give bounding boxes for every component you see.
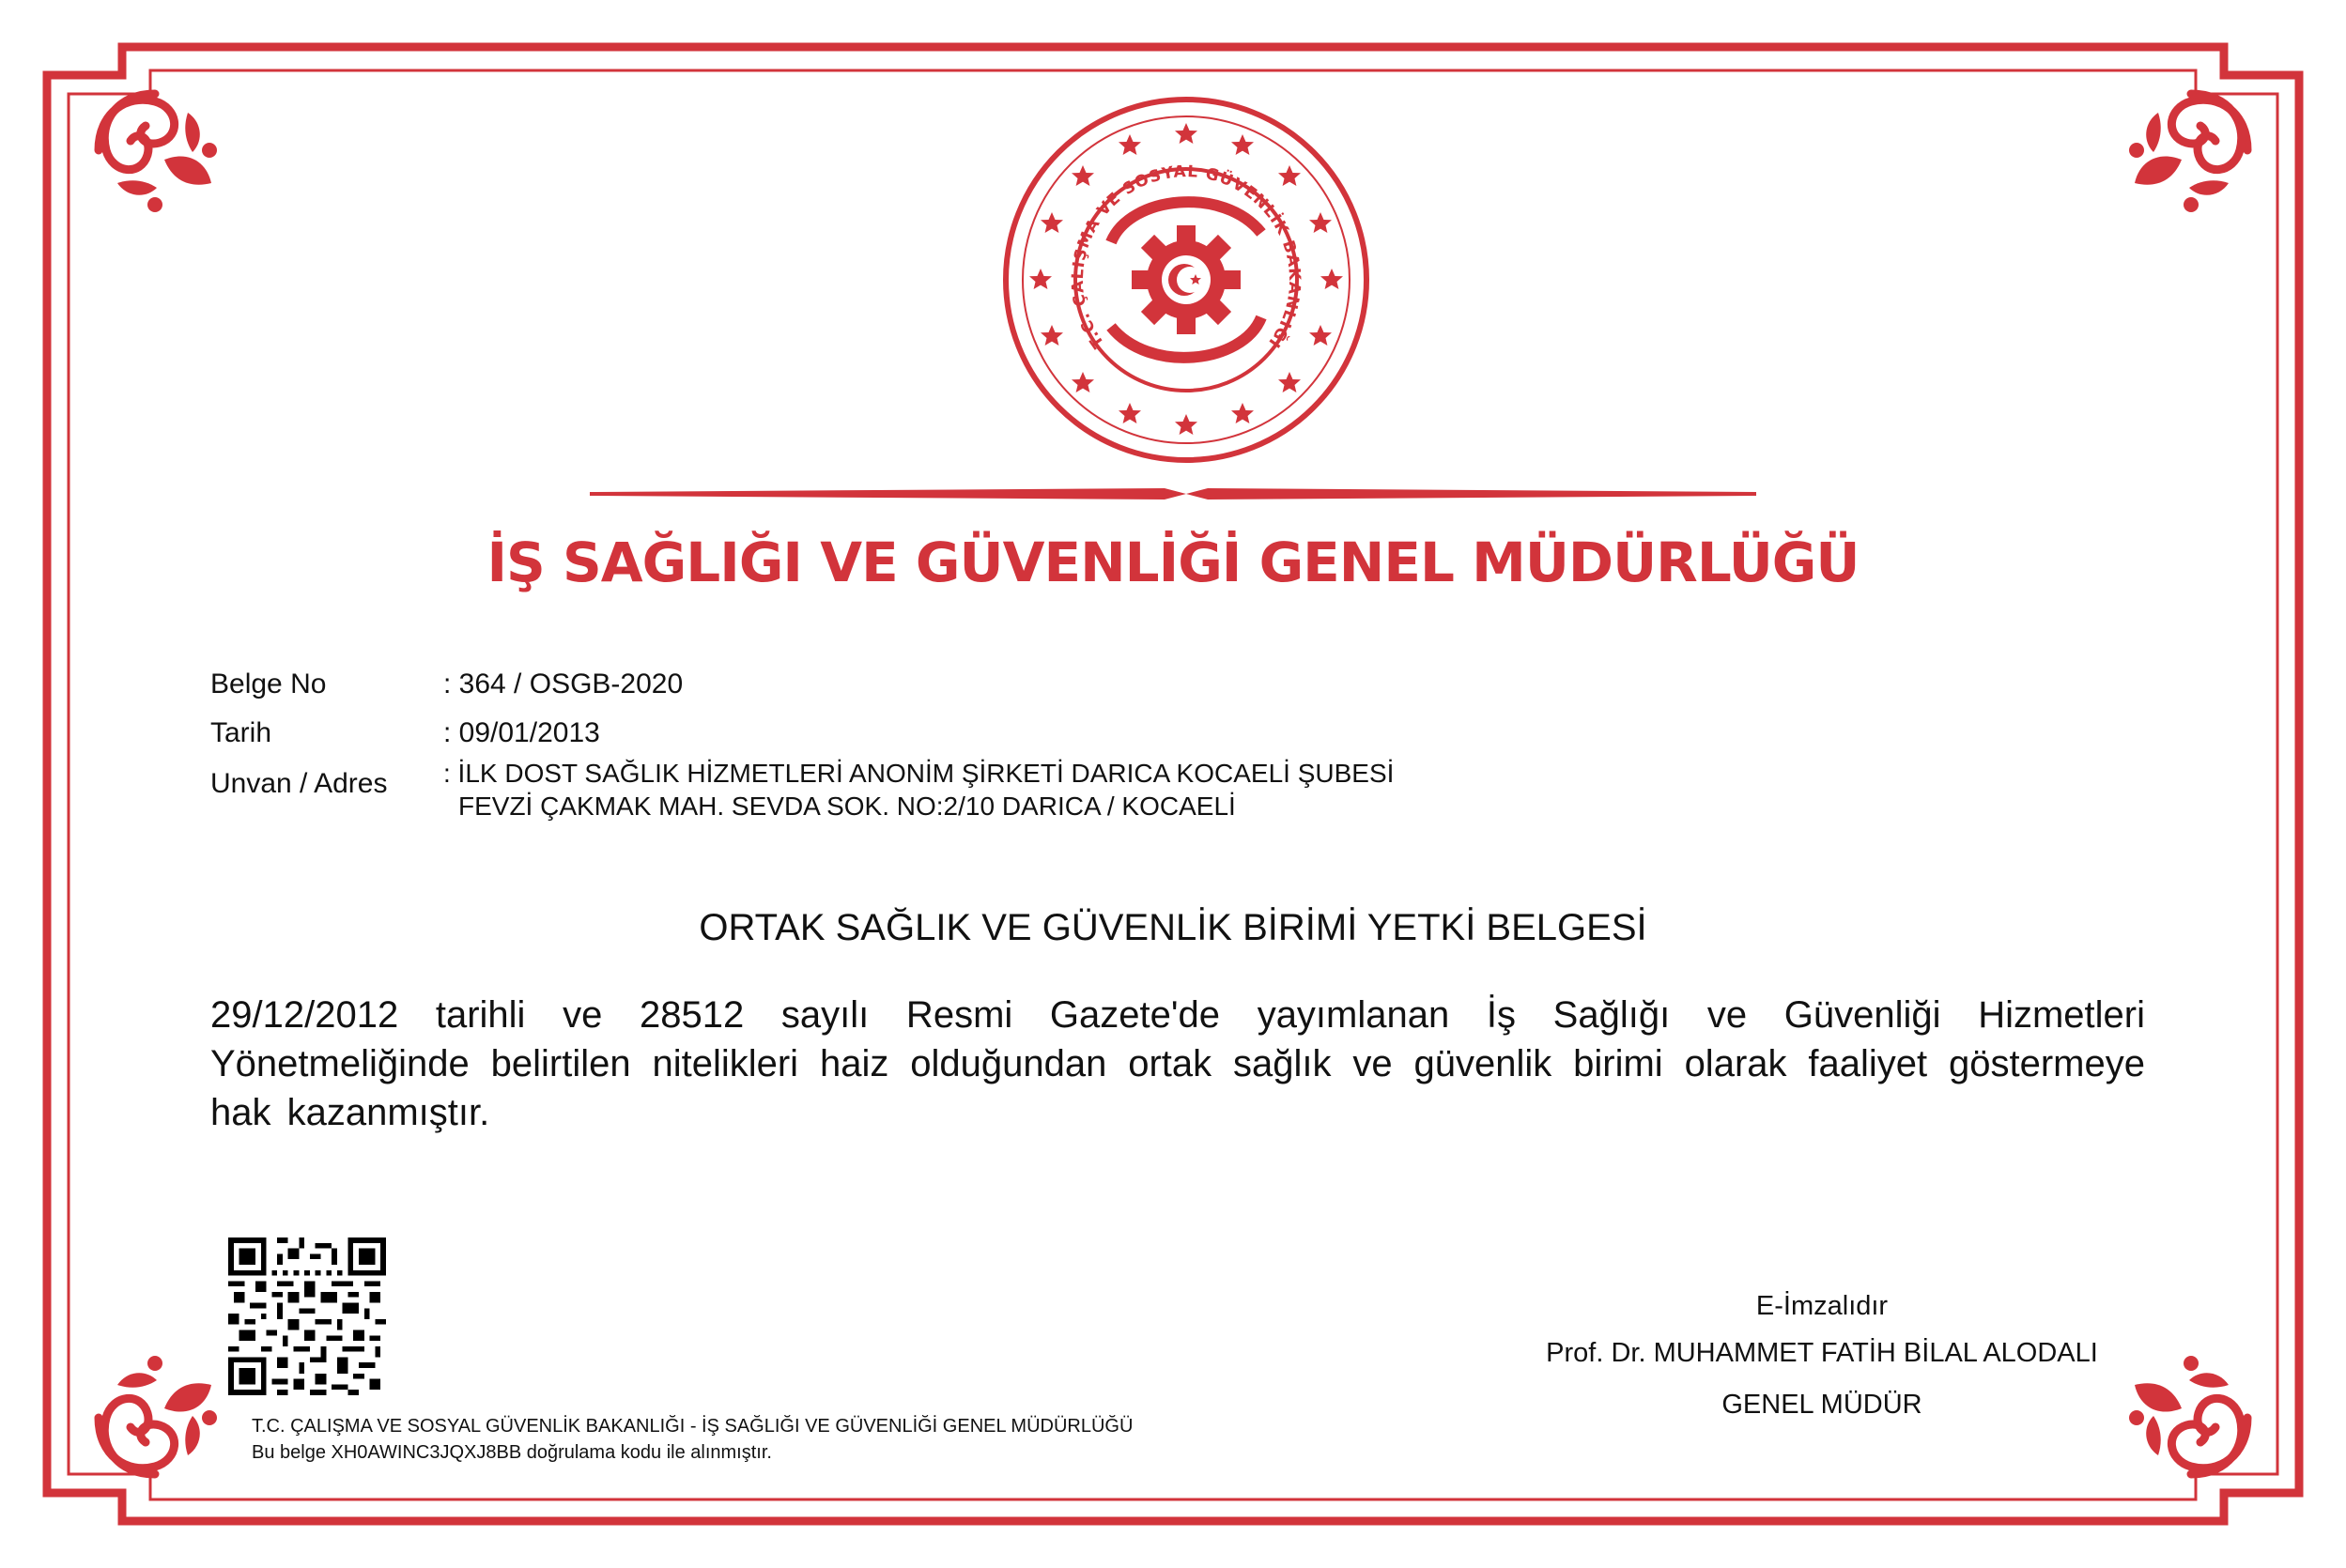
footer-verification-line: Bu belge XH0AWINC3JQXJ8BB doğrulama kodu ile alınmıştır. bbox=[252, 1442, 772, 1463]
ornament-bottom-left bbox=[99, 1356, 217, 1474]
qr-code-icon bbox=[228, 1237, 386, 1395]
unvan-value-line2: FEVZİ ÇAKMAK MAH. SEVDA SOK. NO:2/10 DARICA / KOCAELİ bbox=[458, 792, 1236, 821]
seal-ring-textpath: T.C. ÇALIŞMA VE SOSYAL GÜVENLİK BAKANLIĞI bbox=[1068, 161, 1304, 352]
page-title: İŞ SAĞLIĞI VE GÜVENLİĞİ GENEL MÜDÜRLÜĞÜ bbox=[486, 530, 1860, 594]
unvan-label: Unvan / Adres bbox=[210, 768, 388, 799]
svg-text:T.C. ÇALIŞMA VE SOSYAL GÜVENLİ bbox=[1069, 162, 1304, 352]
signature-status: E-İmzalıdır bbox=[1755, 1291, 1889, 1321]
tarih-value: : 09/01/2013 bbox=[443, 717, 600, 748]
ornament-top-right bbox=[2129, 94, 2247, 212]
certificate-body: 29/12/2012 tarihli ve 28512 sayılı Resmi Gazete'de yayımlanan İş Sağlığı ve Güvenliği Hizmetleri Yönetmeliğinde belirtilen nitelikleri haiz olduğundan ortak sağlık ve güvenlik birimi olarak faaliyet göstermeye hak kazanmıştır. bbox=[210, 994, 2145, 1133]
seal-ring-text bbox=[998, 92, 1374, 468]
ornament-bottom-right bbox=[2129, 1356, 2247, 1474]
certificate-subtitle: ORTAK SAĞLIK VE GÜVENLİK BİRİMİ YETKİ BELGESİ bbox=[699, 907, 1647, 948]
belge-no-value: : 364 / OSGB-2020 bbox=[443, 669, 684, 699]
belge-no-label: Belge No bbox=[210, 669, 327, 699]
ornament-top-left bbox=[99, 94, 217, 212]
footer-ministry-line: T.C. ÇALIŞMA VE SOSYAL GÜVENLİK BAKANLIĞI - İŞ SAĞLIĞI VE GÜVENLİĞİ GENEL MÜDÜRLÜĞÜ bbox=[252, 1416, 1134, 1437]
signature-role: GENEL MÜDÜR bbox=[1721, 1390, 1922, 1420]
signature-name: Prof. Dr. MUHAMMET FATİH BİLAL ALODALI bbox=[1546, 1338, 2098, 1368]
unvan-value-line1: : İLK DOST SAĞLIK HİZMETLERİ ANONİM ŞİRKETİ DARICA KOCAELİ ŞUBESİ bbox=[443, 759, 1395, 788]
tarih-label: Tarih bbox=[210, 717, 272, 748]
